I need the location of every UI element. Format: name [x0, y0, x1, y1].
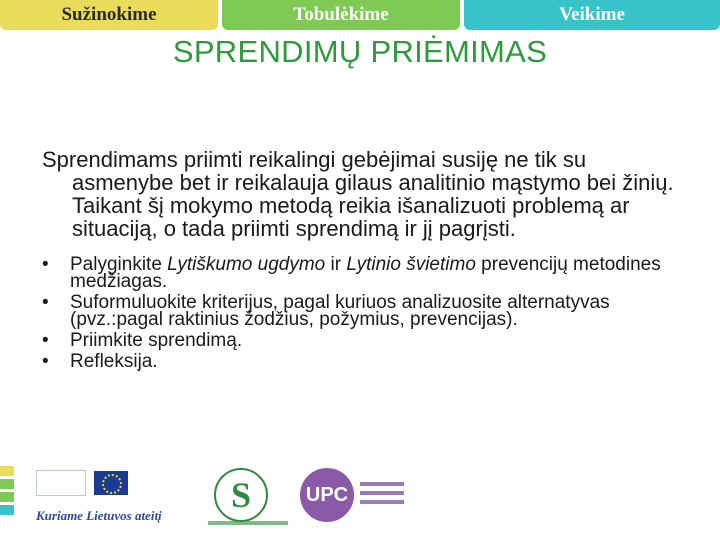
- esf-slogan: Kuriame Lietuvos ateitį: [36, 508, 162, 523]
- color-bar: [0, 479, 14, 489]
- upc-mark-icon: UPC: [300, 468, 354, 522]
- eu-flag-icon: [94, 471, 128, 495]
- esf-logo: [36, 468, 176, 528]
- emphasis-text: Lytinio švietimo: [346, 254, 476, 275]
- tab-suzinokime[interactable]: Sužinokime: [0, 0, 218, 30]
- slide-body: [42, 148, 682, 374]
- tab-tobulekime[interactable]: Tobulėkime: [222, 0, 460, 30]
- esf-mark: [36, 470, 86, 496]
- tab-veikime[interactable]: Veikime: [464, 0, 720, 30]
- task-list: [42, 256, 682, 370]
- list-item: • Refleksija.: [42, 351, 158, 372]
- list-item: • Palyginkite Lytiškumo ugdymo ir Lytinio švietimo prevencijų metodines medžiagas.: [42, 254, 661, 292]
- color-bar: [0, 505, 14, 515]
- color-bar: [0, 492, 14, 502]
- page-title: SPRENDIMŲ PRIĖMIMAS: [172, 34, 548, 69]
- color-bar: [0, 466, 14, 476]
- section-tabbar: [0, 0, 720, 30]
- bullet-icon: •: [42, 351, 49, 372]
- ministry-logo: [208, 468, 288, 528]
- s-emblem-icon: S: [214, 468, 268, 522]
- bullet-icon: •: [42, 254, 49, 275]
- intro-paragraph: Sprendimams priimti reikalingi gebėjimai susiję ne tik su asmenybe bet ir reikalauja gilaus analitinio mąstymo bei žinių. Taikant šį mokymo metodą reikia išanalizuoti problemą ar situaciją, o tada priimti sprendimą ir jį pagrįsti.: [42, 147, 674, 241]
- upc-logo: [298, 466, 408, 528]
- bullet-icon: •: [42, 292, 49, 313]
- list-item: • Suformuluokite kriterijus, pagal kuriuos analizuosite alternatyvas (pvz.:pagal raktinius žodžius, požymius, prevencijas).: [42, 292, 610, 330]
- decorative-color-bars: [0, 466, 14, 528]
- list-item: • Priimkite sprendimą.: [42, 330, 243, 351]
- bullet-icon: •: [42, 330, 49, 351]
- emphasis-text: Lytiškumo ugdymo: [167, 254, 326, 275]
